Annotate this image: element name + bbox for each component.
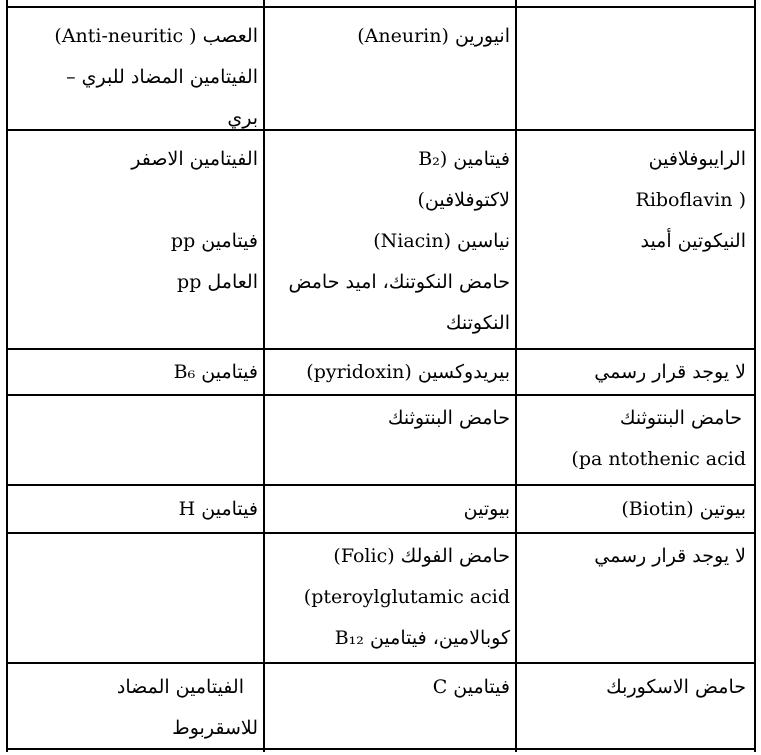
cell-text: العامل pp bbox=[177, 271, 258, 293]
cell-text: فيتامين B₆ bbox=[173, 361, 258, 383]
cell-text: (pteroylglutamic acid bbox=[303, 586, 510, 608]
table-cell bbox=[516, 534, 756, 662]
table-cell bbox=[516, 486, 756, 532]
cell-text: كوبالامين، فيتامين B₁₂ bbox=[334, 627, 510, 649]
cell-text: للاسقربوط bbox=[172, 717, 258, 739]
table-row bbox=[6, 131, 756, 350]
table-cell bbox=[6, 486, 264, 532]
table-left-border bbox=[6, 0, 8, 752]
table-cell bbox=[516, 131, 756, 348]
table-cell bbox=[264, 486, 516, 532]
cell-text: فيتامين H bbox=[178, 498, 258, 520]
table-cell bbox=[264, 0, 516, 6]
cell-text: فيتامين pp bbox=[170, 230, 258, 252]
table-row bbox=[6, 8, 756, 131]
column-divider bbox=[263, 0, 265, 752]
table-cell bbox=[264, 8, 516, 129]
table-row bbox=[6, 350, 756, 396]
cell-text: بيوتين (Biotin) bbox=[621, 498, 746, 520]
table-row bbox=[6, 396, 756, 486]
cell-text: لا يوجد قرار رسمي bbox=[594, 361, 746, 383]
table-cell bbox=[6, 664, 264, 748]
cell-text: لاكتوفلافين) bbox=[417, 189, 510, 211]
cell-text: بيوتين bbox=[463, 498, 510, 520]
cell-text: بيريدوكسين (pyridoxin) bbox=[306, 361, 510, 383]
table-cell bbox=[264, 350, 516, 394]
cell-text: نياسين (Niacin) bbox=[373, 230, 510, 252]
cell-text: الفيتامين المضاد للبري – bbox=[66, 66, 258, 88]
table-cell bbox=[516, 350, 756, 394]
table-right-border bbox=[754, 0, 756, 752]
table-cell bbox=[264, 131, 516, 348]
cell-text bbox=[12, 180, 258, 221]
cell-text: الفيتامين المضاد bbox=[116, 676, 244, 698]
table-cell bbox=[516, 0, 756, 6]
table-cell bbox=[264, 534, 516, 662]
cell-text: حامض الاسكوربك bbox=[606, 676, 746, 698]
table-row bbox=[6, 534, 756, 664]
cell-text: الرايبوفلافين bbox=[648, 148, 746, 170]
table-cell bbox=[264, 664, 516, 748]
table-cell bbox=[516, 664, 756, 748]
vitamin-names-table bbox=[6, 0, 756, 752]
cell-text: العصب ( Anti-neuritic) bbox=[54, 25, 258, 47]
cell-text: Riboflavin ) bbox=[635, 189, 746, 211]
table-cell bbox=[6, 0, 264, 6]
cell-text: الفيتامين الاصفر bbox=[131, 148, 258, 170]
table-cell bbox=[6, 350, 264, 394]
cell-text: النكوتنك bbox=[445, 312, 510, 334]
cell-text: حامض النكوتنك، اميد حامض bbox=[288, 271, 510, 293]
cell-text: النيكوتين أميد bbox=[640, 230, 746, 252]
table-cell bbox=[516, 396, 756, 484]
table-cell bbox=[6, 396, 264, 484]
table-cell bbox=[6, 8, 264, 129]
table-cell bbox=[264, 396, 516, 484]
table-row bbox=[6, 664, 756, 750]
table-cell bbox=[6, 131, 264, 348]
cell-text: حامض البنتوثنك bbox=[619, 407, 742, 429]
column-divider bbox=[515, 0, 517, 752]
table-cell bbox=[6, 534, 264, 662]
cell-text: بري bbox=[227, 107, 258, 129]
cell-text: انيورين (Aneurin) bbox=[357, 25, 510, 47]
cell-text: لا يوجد قرار رسمي bbox=[594, 545, 746, 567]
cell-text: (pa ntothenic acid bbox=[571, 448, 746, 470]
cell-text: فيتامين C bbox=[432, 676, 510, 698]
cell-text: فيتامين (B₂ bbox=[418, 148, 510, 170]
table-cell bbox=[516, 8, 756, 129]
cell-text: حامض الفولك (Folic) bbox=[333, 545, 510, 567]
cell-text: حامض البنتوثنك bbox=[387, 407, 510, 429]
table-row bbox=[6, 486, 756, 534]
table-row bbox=[6, 0, 756, 8]
